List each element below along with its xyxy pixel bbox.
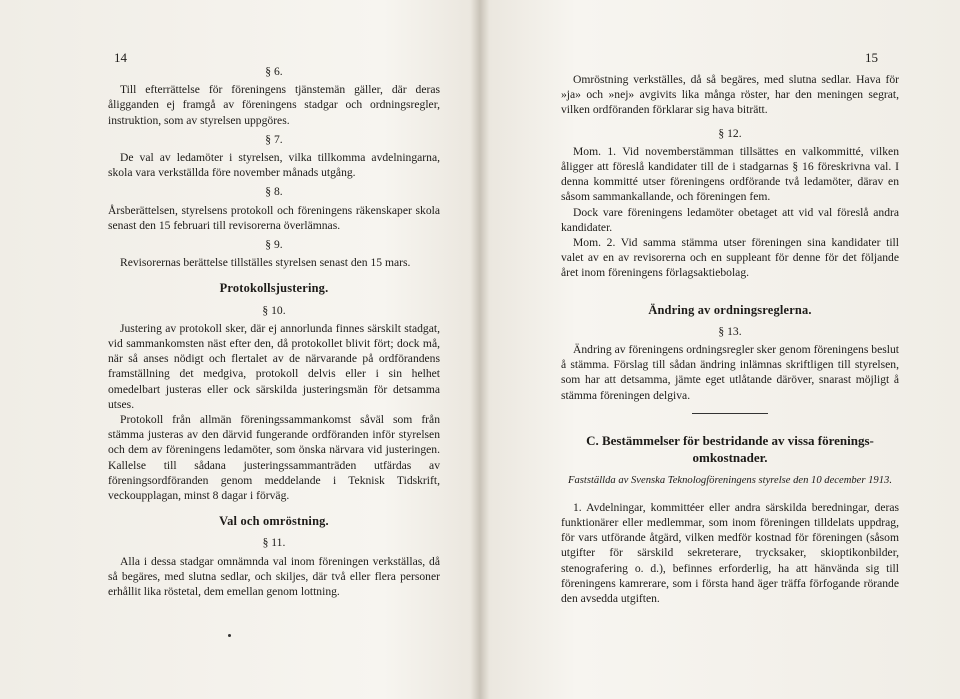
print-speck <box>228 634 231 637</box>
right-page-text <box>561 72 899 606</box>
paragraph: Dock vare föreningens ledamöter obetaget att vid val föreslå andra kandidater. <box>561 205 899 234</box>
section-mark: § 11. <box>262 536 286 550</box>
section-mark: § 12. <box>718 126 742 140</box>
paragraph: Omröstning verkställes, då så begäres, med slutna sedlar. Hava för »ja» och »nej» avgivits lika många röster, har den meningen segrat, vilken ordföranden förklarar sig hava biträtt. <box>561 73 899 117</box>
chapter-heading: C. Bestämmelser för bestridande av vissa förenings-omkostnader. <box>586 432 874 465</box>
page-number: 14 <box>114 50 127 65</box>
paragraph: Till efterrättelse för föreningens tjänstemän gäller, där deras åligganden ej framgå av föreningens stadgar och ordningsregler, instruktion, som av styrelsen uppgöres. <box>108 83 440 127</box>
section-mark: § 13. <box>718 324 742 338</box>
paragraph: Årsberättelsen, styrelsens protokoll och föreningens räkenskaper skola senast den 15 februari till revisorerna överlämnas. <box>108 203 440 232</box>
paragraph: Ändring av föreningens ordningsregler sker genom föreningens beslut å stämma. Förslag till sådan ändring inlämnas skriftligen till styrelsen, som har att detsamma, jämte eget utlåtande däröver, snarast möjligt å stämma föreningen delgiva. <box>561 343 899 402</box>
section-mark: § 10. <box>262 303 286 317</box>
paragraph: Mom. 1. Vid novemberstämman tillsättes en valkommitté, vilken åligger att föreslå kandidater till de i stadgarnas § 16 föreskrivna val. I denna kommitté utser föreningens ordförande två ledamöter, därav en såsom sammankallande, och föreningen fem. <box>561 144 899 204</box>
chapter-subtitle: Fastställda av Svenska Teknologföreningens styrelse den 10 december 1913. <box>568 474 892 486</box>
section-mark: § 8. <box>265 185 283 199</box>
section-heading: Protokollsjustering. <box>219 281 329 296</box>
left-page-text <box>108 60 440 599</box>
section-mark: § 7. <box>265 132 283 146</box>
paragraph: Justering av protokoll sker, där ej annorlunda finnes särskilt stadgat, vid sammankomsten näst efter den, då protokollet blivit fört; dock må, när så anses nödigt och flertalet av de närvarande på ordförandens framställning det medgiva, protokoll delvis eller i sin helhet omedelbart justeras eller ock särskilda justeringsmän för detsamma utses. <box>108 321 440 411</box>
paragraph: Revisorernas berättelse tillställes styrelsen senast den 15 mars. <box>120 256 411 270</box>
divider <box>692 413 768 414</box>
paragraph: Mom. 2. Vid samma stämma utser föreningen sina kandidater till valet av en av revisorerna och en suppleant för denne för det följande året inom föreningens förlagsaktiebolag. <box>561 236 899 280</box>
paragraph: Protokoll från allmän föreningssammankomst såväl som från stämma justeras av den därvid fungerande ordföranden inför styrelsen och dem av föreningens ledamöter, som önska närvara vid justeringen. Kallelse till sådana justeringssammanträden utfärdas av föreningsordföranden genom meddelande i Teknisk Tidskrift, veckoupplagan, minst 8 dagar i förväg. <box>108 413 440 503</box>
page-number: 15 <box>865 50 878 65</box>
paragraph: Alla i dessa stadgar omnämnda val inom föreningen verkställas, då så begäres, med slutna sedlar, och skiljes, där två eller flera personer erhållit lika röstetal, dem emellan genom lottning. <box>108 554 440 599</box>
section-mark: § 6. <box>265 65 283 78</box>
paragraph: De val av ledamöter i styrelsen, vilka tillkomma avdelningarna, skola vara verkställda före november månads utgång. <box>108 151 440 180</box>
right-page <box>480 0 960 699</box>
paragraph: 1. Avdelningar, kommittéer eller andra särskilda beredningar, deras funktionärer eller medlemmar, som inom föreningen tilldelats uppdrag, för vars utförande åtgärd, vilken medför kostnad för föreningen (såsom utgifter för särskild sekreterare, trycksaker, skioptikonbilder, stenografering o. d.), befinnes erforderlig, ha att hänvända sig till föreningens kamrerare, som i första hand äger träffa förfogande rörande den avsedda utgiften. <box>561 500 899 606</box>
section-heading: Ändring av ordningsreglerna. <box>648 302 812 317</box>
section-heading: Val och omröstning. <box>219 514 329 529</box>
section-mark: § 9. <box>265 238 283 252</box>
